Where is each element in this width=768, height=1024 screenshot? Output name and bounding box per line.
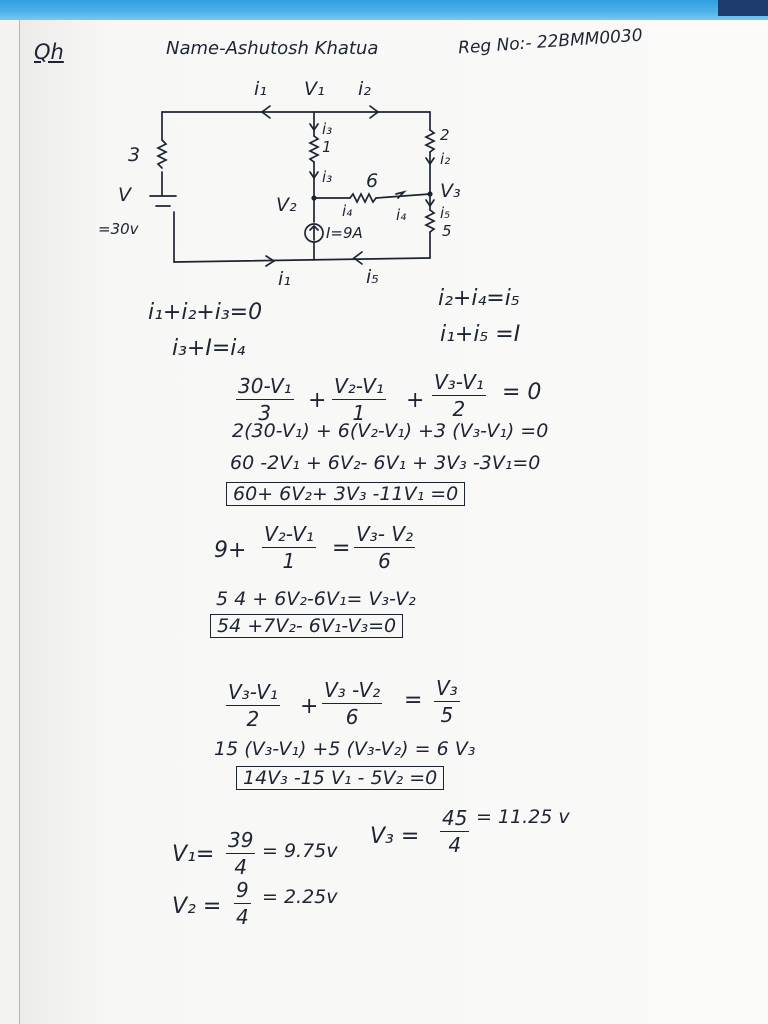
node1-line-3: 60 -2V₁ + 6V₂- 6V₁ + 3V₃ -3V₁=0	[230, 452, 541, 474]
node2-frac-1: V₂-V₁ 1	[264, 522, 314, 573]
label-i2-side: i₂	[440, 150, 451, 168]
node1-frac-3: V₃-V₁ 2	[434, 370, 484, 421]
label-i2-top: i₂	[358, 78, 371, 100]
label-3-ohm: 3	[128, 144, 141, 166]
current-arrow	[310, 226, 318, 240]
node2-line-2: 5 4 + 6V₂-6V₁= V₃-V₂	[216, 588, 416, 610]
node3-line-2: 15 (V₃-V₁) +5 (V₃-V₂) = 6 V₃	[214, 738, 476, 760]
label-i4-b: i₄	[396, 206, 407, 224]
label-2-ohm: 2	[440, 126, 450, 144]
label-5-ohm: 5	[442, 222, 452, 240]
node3-op: +	[300, 694, 319, 719]
node1-frac-1: 30-V₁ 3	[238, 374, 292, 425]
v2-value: = 2.25v	[262, 886, 338, 908]
node1-op-1: +	[308, 388, 327, 413]
kcl-eq-4: i₁+i₅ =I	[440, 322, 521, 347]
label-v1: V₁	[304, 78, 325, 100]
v1-value: = 9.75v	[262, 840, 338, 862]
node1-eq: = 0	[502, 380, 542, 405]
label-source-v: V	[118, 184, 131, 206]
wire-6-to-v3	[376, 194, 430, 198]
bottom-wire	[174, 258, 430, 262]
node2-boxed-result: 54 +7V₂- 6V₁-V₃=0	[210, 614, 403, 638]
kcl-eq-1: i₁+i₂+i₃=0	[148, 300, 263, 325]
resistor-1	[310, 136, 318, 162]
label-current-source: I=9A	[326, 224, 363, 242]
label-i3-c: i₃	[322, 168, 333, 186]
node2-frac-2: V₃- V₂ 6	[356, 522, 413, 573]
kcl-eq-3: i₃+I=i₄	[172, 336, 246, 361]
node1-boxed-result: 60+ 6V₂+ 3V₃ -11V₁ =0	[226, 482, 465, 506]
node3-frac-1: V₃-V₁ 2	[228, 680, 278, 731]
v2-label: V₂ =	[172, 894, 222, 919]
node3-eq: =	[404, 688, 423, 713]
student-name: Name-Ashutosh Khatua	[166, 38, 379, 59]
v2-fraction: 9 4	[236, 878, 249, 929]
question-label: Qh	[34, 40, 64, 64]
label-1-ohm: 1	[322, 138, 332, 156]
resistor-6	[350, 194, 376, 202]
v1-label: V₁=	[172, 842, 215, 867]
kcl-eq-2: i₂+i₄=i₅	[438, 286, 520, 311]
resistor-5	[426, 210, 434, 232]
label-i5-bottom: i₅	[366, 266, 379, 288]
label-v3: V₃	[440, 180, 461, 202]
node2-eq: =	[332, 536, 351, 561]
label-i1-top: i₁	[254, 78, 267, 100]
label-6-ohm: 6	[366, 170, 379, 192]
node1-frac-2: V₂-V₁ 1	[334, 374, 384, 425]
v3-fraction: 45 4	[442, 806, 468, 857]
resistor-2	[426, 130, 434, 152]
node3-frac-2: V₃ -V₂ 6	[324, 678, 381, 729]
arrow-i5-bottom	[354, 252, 362, 264]
v1-fraction: 39 4	[228, 828, 254, 879]
node1-op-2: +	[406, 388, 425, 413]
v3-value: = 11.25 v	[476, 806, 570, 828]
label-i1-bottom: i₁	[278, 268, 291, 290]
label-30v: =30v	[98, 220, 139, 238]
resistor-3	[158, 140, 166, 168]
node2-pre: 9+	[214, 538, 247, 563]
v3-label: V₃ =	[370, 824, 420, 849]
node3-boxed-result: 14V₃ -15 V₁ - 5V₂ =0	[236, 766, 444, 790]
label-v2: V₂	[276, 194, 297, 216]
node3-frac-3: V₃ 5	[436, 676, 458, 727]
label-i5-side: i₅	[440, 204, 451, 222]
node1-line-2: 2(30-V₁) + 6(V₂-V₁) +3 (V₃-V₁) =0	[232, 420, 549, 442]
reg-number: Reg No:- 22BMM0030	[457, 25, 644, 59]
label-i4-a: i₄	[342, 202, 353, 220]
label-i3-a: i₃	[322, 120, 333, 138]
